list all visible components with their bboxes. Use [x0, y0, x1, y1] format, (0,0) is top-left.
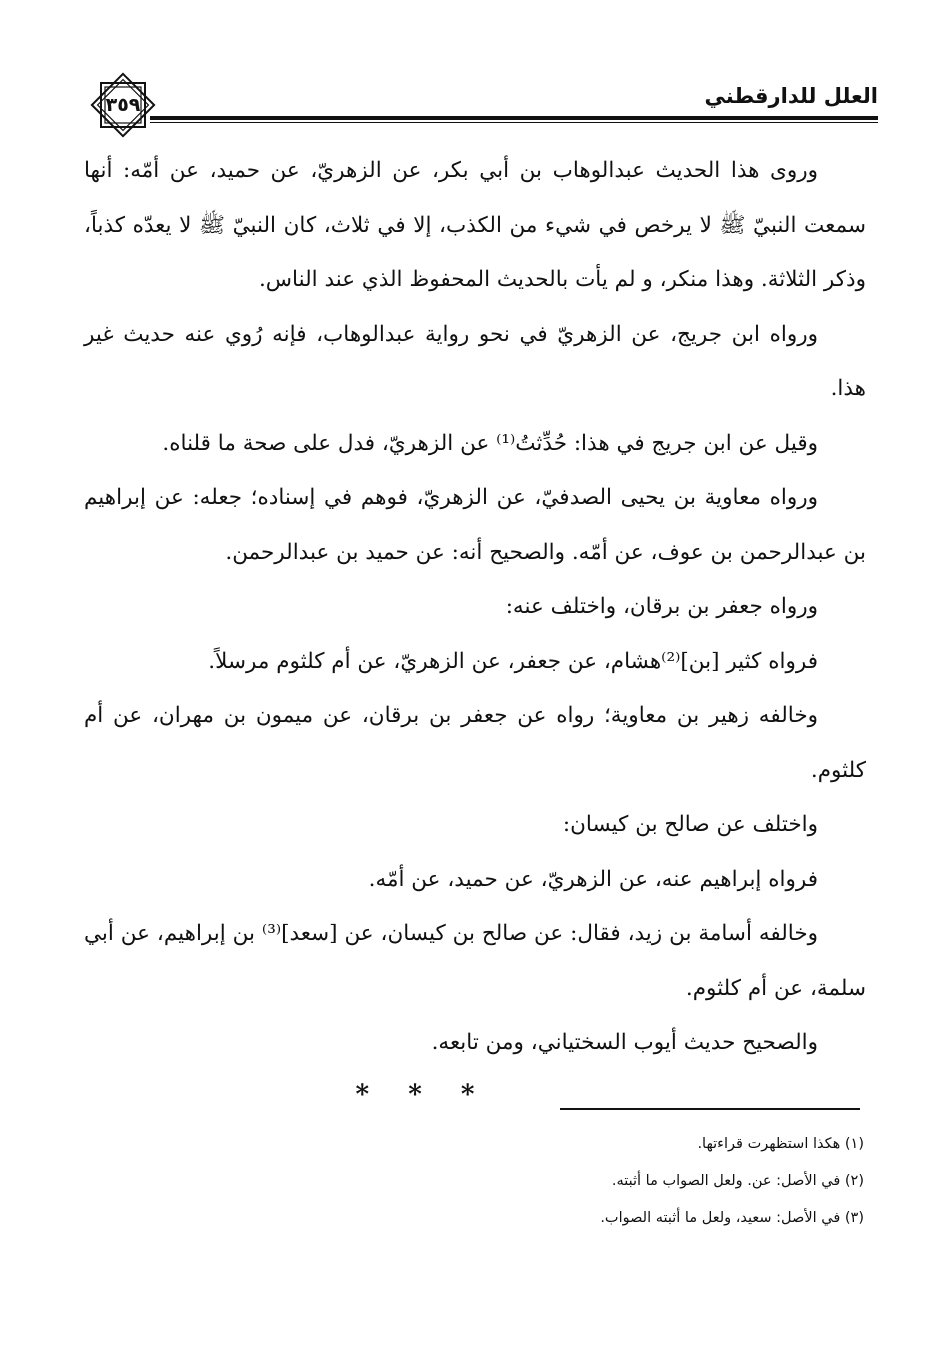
paragraph: وخالفه زهير بن معاوية؛ رواه عن جعفر بن برقان، عن ميمون بن مهران، عن أم كلثوم.	[84, 703, 866, 783]
paragraph: وروى هذا الحديث عبدالوهاب بن أبي بكر، عن الزهريّ، عن حميد، عن أمّه: أنها سمعت النبيّ ﷺ لا يرخص في شيء من الكذب، إلا في ثلاث، كان النبيّ ﷺ لا يعدّه كذباً، وذكر الثلاثة. وهذا منكر، و لم يأت بالحديث المحفوظ الذي عند الناس.	[84, 158, 866, 292]
paragraph: ورواه جعفر بن برقان، واختلف عنه:	[505, 594, 818, 619]
page-number: ٣٥٩	[105, 94, 141, 116]
footnote: (٢) في الأصل: عن. ولعل الصواب ما أثبته.	[611, 1173, 864, 1189]
book-title: العلل للدارقطني	[704, 84, 878, 108]
paragraph: ورواه ابن جريج، عن الزهريّ في نحو رواية عبدالوهاب، فإنه رُوي عنه حديث غير هذا.	[84, 321, 866, 401]
header-rule	[150, 116, 878, 123]
running-header	[88, 70, 878, 130]
paragraph: وقيل عن ابن جريج في هذا: حُدِّثتُ⁽¹⁾ عن الزهريّ، فدل على صحة ما قلناه.	[162, 430, 818, 456]
paragraph: فرواه إبراهيم عنه، عن الزهريّ، عن حميد، عن أمّه.	[368, 866, 818, 892]
footnote-rule	[560, 1108, 860, 1110]
page-number-badge	[88, 70, 158, 140]
footnote: (٣) في الأصل: سعيد، ولعل ما أثبته الصواب.	[600, 1210, 864, 1226]
section-separator: * * *	[355, 1079, 475, 1110]
footnotes	[84, 1126, 864, 1237]
paragraph: واختلف عن صالح بن كيسان:	[562, 812, 818, 837]
footnote: (١) هكذا استظهرت قراءتها.	[697, 1136, 864, 1152]
paragraph: ورواه معاوية بن يحيى الصدفيّ، عن الزهريّ، فوهم في إسناده؛ جعله: عن إبراهيم بن عبدالرحمن بن عوف، عن أمّه. والصحيح أنه: عن حميد بن عبدالرحمن.	[84, 485, 866, 565]
paragraph: فرواه كثير [بن]⁽²⁾هشام، عن جعفر، عن الزهريّ، عن أم كلثوم مرسلاً.	[208, 648, 818, 674]
main-text	[84, 144, 866, 1119]
paragraph: وخالفه أسامة بن زيد، فقال: عن صالح بن كيسان، عن [سعد]⁽³⁾ بن إبراهيم، عن أبي سلمة، عن أم كلثوم.	[84, 921, 866, 1001]
paragraph: والصحيح حديث أيوب السختياني، ومن تابعه.	[431, 1030, 818, 1055]
